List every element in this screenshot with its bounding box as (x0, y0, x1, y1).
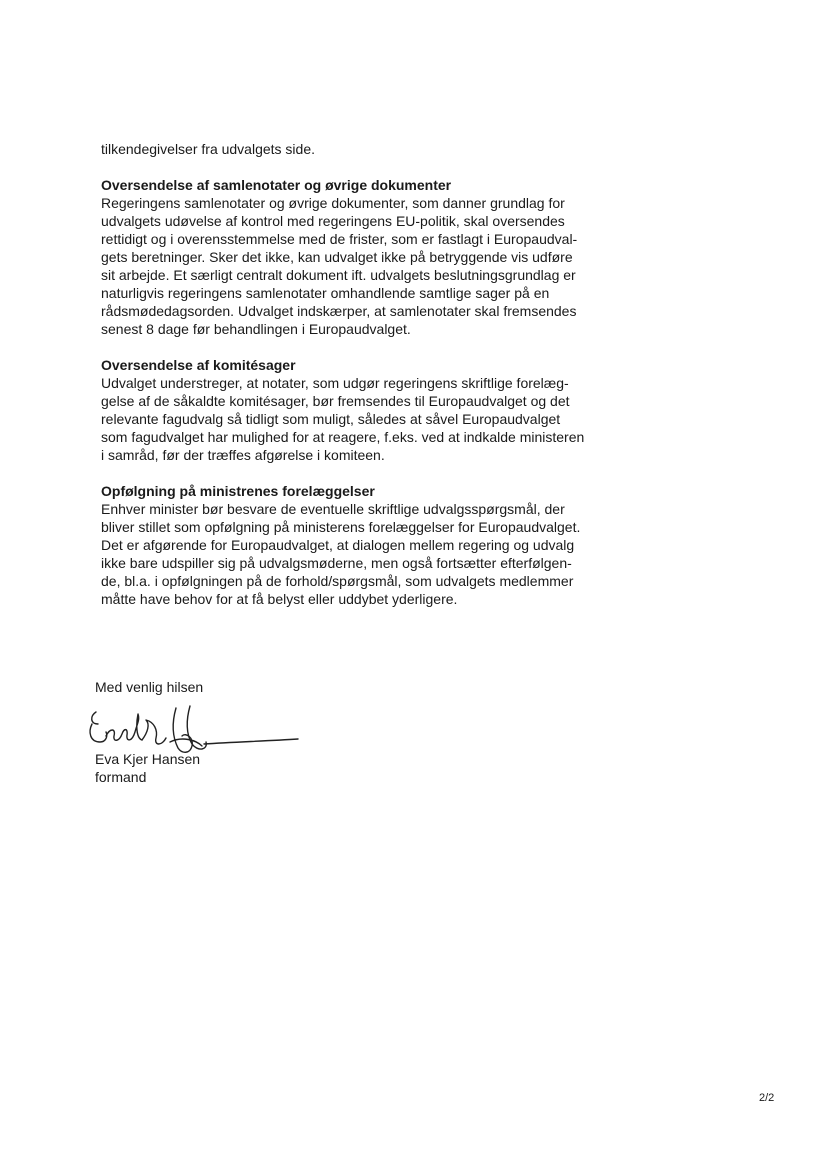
paragraph-line: måtte have behov for at få belyst eller uddybet yderligere. (101, 591, 458, 607)
section-komitesager (101, 356, 591, 464)
paragraph-line: naturligvis regeringens samlenotater omhandlende samtlige sager på en (101, 285, 550, 301)
paragraph-line: ikke bare udspiller sig på udvalgsmøderne, men også fortsætter efterfølgen- (101, 555, 572, 571)
closing-salutation: Med venlig hilsen (95, 679, 204, 695)
signer-block (95, 750, 200, 786)
section-heading: Oversendelse af samlenotater og øvrige dokumenter (101, 177, 452, 193)
page-number: 2/2 (759, 1092, 775, 1104)
paragraph-line: Det er afgørende for Europaudvalget, at dialogen mellem regering og udvalg (101, 537, 575, 553)
paragraph-line: rådsmødedagsorden. Udvalget indskærper, at samlenotater skal fremsendes (101, 303, 577, 319)
paragraph-line: senest 8 dage før behandlingen i Europaudvalget. (101, 321, 411, 337)
letter-body (101, 140, 591, 608)
paragraph-line: Regeringens samlenotater og øvrige dokumenter, som danner grundlag for (101, 195, 565, 211)
paragraph-line: udvalgets udøvelse af kontrol med regeringens EU-politik, skal oversendes (101, 213, 565, 229)
signer-name: Eva Kjer Hansen (95, 751, 201, 767)
section-heading: Opfølgning på ministrenes forelæggelser (101, 483, 375, 499)
paragraph-line: gelse af de såkaldte komitésager, bør fremsendes til Europaudvalget og det (101, 393, 570, 409)
paragraph-line: bliver stillet som opfølgning på ministerens forelæggelser for Europaudvalget. (101, 519, 581, 535)
paragraph-line: Enhver minister bør besvare de eventuelle skriftlige udvalgsspørgsmål, der (101, 501, 565, 517)
section-opfoelgning (101, 482, 591, 608)
paragraph-line: de, bl.a. i opfølgningen på de forhold/spørgsmål, som udvalgets medlemmer (101, 573, 574, 589)
intro-line: tilkendegivelser fra udvalgets side. (101, 141, 316, 157)
paragraph-line: rettidigt og i overensstemmelse med de frister, som er fastlagt i Europaudval- (101, 231, 578, 247)
section-heading: Oversendelse af komitésager (101, 357, 296, 373)
section-samlenotater (101, 176, 591, 338)
paragraph-line: i samråd, før der træffes afgørelse i komiteen. (101, 447, 385, 463)
paragraph-line: Udvalget understreger, at notater, som udgør regeringens skriftlige forelæg- (101, 375, 569, 391)
paragraph-line: relevante fagudvalg så tidligt som muligt, således at såvel Europaudvalget (101, 411, 561, 427)
paragraph-line: gets beretninger. Sker det ikke, kan udvalget ikke på betryggende vis udføre (101, 249, 573, 265)
paragraph-line: som fagudvalget har mulighed for at reagere, f.eks. ved at indkalde ministeren (101, 429, 585, 445)
signer-title: formand (95, 769, 147, 785)
paragraph-line: sit arbejde. Et særligt centralt dokument ift. udvalgets beslutningsgrundlag er (101, 267, 576, 283)
